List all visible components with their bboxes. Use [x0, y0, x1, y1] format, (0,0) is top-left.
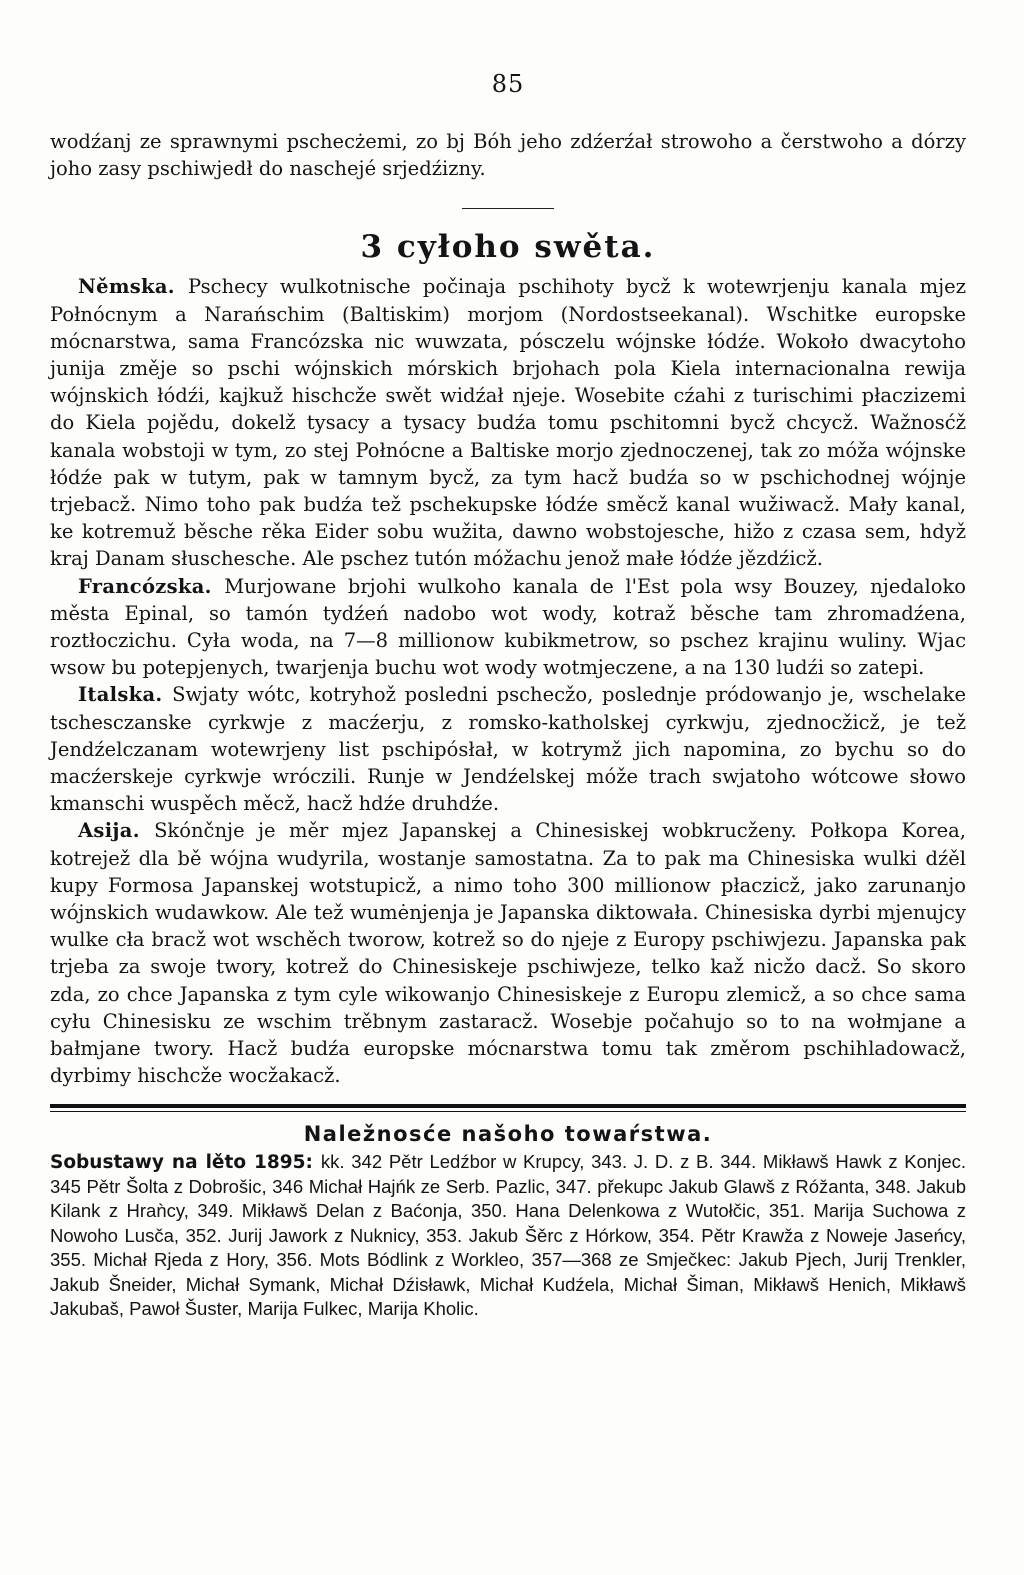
notice-paragraph	[50, 1150, 966, 1322]
paragraph-lead: Němska.	[78, 275, 189, 299]
intro-paragraph: wodźanj ze sprawnymi pschecżemi, zo bj Bóh jeho zdźerźał strowoho a čerstwoho a dórzy joho zasy pschiwjedł do naschejé srjedźizny.	[50, 130, 966, 181]
page-number: 85	[491, 70, 525, 98]
paragraph-lead: Italska.	[78, 683, 173, 707]
paragraph-lead: Francózska.	[78, 574, 225, 598]
notice-title: Naležnosće našoho towaŕstwa.	[303, 1121, 713, 1146]
notice-lead: Sobustawy na lěto 1895:	[50, 1151, 321, 1173]
paragraph-text: Swjaty wótc, kotryhož posledni pschecžo, poslednje pródowanjo je, wschelake tschesczanske cyrkwje z macźerju, z romsko-katholskej cyrkwju, zjednocžicž, je tež Jendźelczanam wotewrjeny list pschipósłał, w kotrymž jich napomina, zo bychu so do macźerskeje cyrkwje wróczili. Runje w Jendźelskej móže trach swjatoho wótcowe słowo kmanschi wuspěch měcž, hacž hdźe druhdźe.	[50, 683, 966, 816]
paragraph-asija	[50, 817, 966, 1089]
section-title: 3 cyłoho swěta.	[360, 229, 656, 266]
paragraph-text: Murjowane brjohi wulkoho kanala de l'Est pola wsy Bouzey, njedaloko města Epinal, so tamón tydźeń nadobo wot wody, kotraž běsche tam zhromadźena, roztłoczichu. Cyła woda, na 7—8 millionow kubikmetrow, so pschez krajinu wuliny. Wjac wsow bu potepjenych, twarjenja buchu wot wody wotmjeczene, a na 130 ludźi so zatepi.	[50, 574, 966, 680]
paragraph-text: Skónčnje je měr mjez Japanskej a Chinesiskej wobkrucženy. Połkopa Korea, kotrejež dla bě wójna wudyrila, wostanje samostatna. Za to pak ma Chinesiska wulki dźěl kupy Formosa Japanskej wotstupicž, a nimo toho 300 millionow płaczicž, jako zarunanjo wójnskich wudawkow. Ale tež wumėnjenja je Japanska diktowała. Chinesiska dyrbi mjenujcy wulke cła bracž wot wschěch tworow, kotrež so do njeje z Europy pschiwjezu. Japanska pak trjeba za swoje twory, kotrež do Chinesiskeje pschiwjeze, telko kaž nicžo dacž. So skoro zda, zo chce Japanska z tym cyle wikowanjo Chinesiskeje z Europu zlemicž, a so chce sama cyłu Chinesisku ze wschim trěbnym zastaracž. Wosebje počahujo so to na wołmjane a bałmjane twory. Hacž budźa europske mócnarstwa tomu tak změrom pschihladowacž, dyrbimy hischcže wocžakacž.	[50, 819, 966, 1088]
notice-text: kk. 342 Pětr Ledźbor w Krupcy, 343. J. D. z B. 344. Mikławš Hawk z Konjec. 345 Pětr Šolta z Dobrošic, 346 Michał Hajńk ze Serb. Pazlic, 347. překupc Jakub Glawš z Róžanta, 348. Jakub Kilank z Hraǹcy, 349. Mikławš Delan z Baćonja, 350. Hana Delenkowa z Wutołčic, 351. Marija Suchowa z Nowoho Lusča, 352. Jurij Jawork z Nuknicy, 353. Jakub Šěrc z Hórkow, 354. Pětr Krawža z Noweje Jaseńcy, 355. Michał Rjeda z Hory, 356. Mots Bódlink z Workleo, 357—368 ze Smječkec: Jakub Pjech, Jurij Trenkler, Jakub Šneider, Michał Symank, Michał Dźisławk, Michał Kudźela, Michał Šiman, Mikławš Henich, Mikławš Jakubaš, Pawoł Šuster, Marija Fulkec, Marija Kholic.	[50, 1150, 966, 1319]
short-divider	[462, 208, 554, 209]
double-divider	[50, 1104, 966, 1112]
paragraph-italska	[50, 681, 966, 817]
page	[50, 70, 966, 1321]
paragraph-nemska	[50, 273, 966, 572]
paragraph-francozska	[50, 573, 966, 682]
paragraph-text: Pschecy wulkotnische počinaja pschihoty bycž k wotewrjenju kanala mjez Połnócnym a Narańschim (Baltiskim) morjom (Nordostseekanal). Wschitke europske mócnarstwa, sama Francózska nic wuwzata, pósczelu wójnske łódźe. Wokoło dwacytoho junija změje so pschi wójnskich mórskich brjohach pola Kiela internacionalna rewija wójnskich łódźi, kajkuž hischcže swět widźał njeje. Wosebite cźahi z turischimi płaczizemi do Kiela pojědu, dokelž tysacy a tysacy budźa tomu pschitomni bycž chcycž. Wažnosćž kanala wobstoji w tym, zo stej Połnócne a Baltiske morjo zjednoczenej, tak zo móža wójnske łódźe pak w tutym, pak w tamnym bycž, za tym hacž budźa so w pschichodnej wójnje trjebacž. Nimo toho pak budźa tež pschekupske łódźe směcž kanal wužiwacž. Mały kanal, ke kotremuž běsche rěka Eider sobu wužita, dawno wobstojesche, hižo z czasa sem, hdyž kraj Danam słuschesche. Ale pschez tutón móžachu jenož małe łódźe jězdźicž.	[50, 275, 966, 571]
paragraph-lead: Asija.	[78, 819, 155, 843]
